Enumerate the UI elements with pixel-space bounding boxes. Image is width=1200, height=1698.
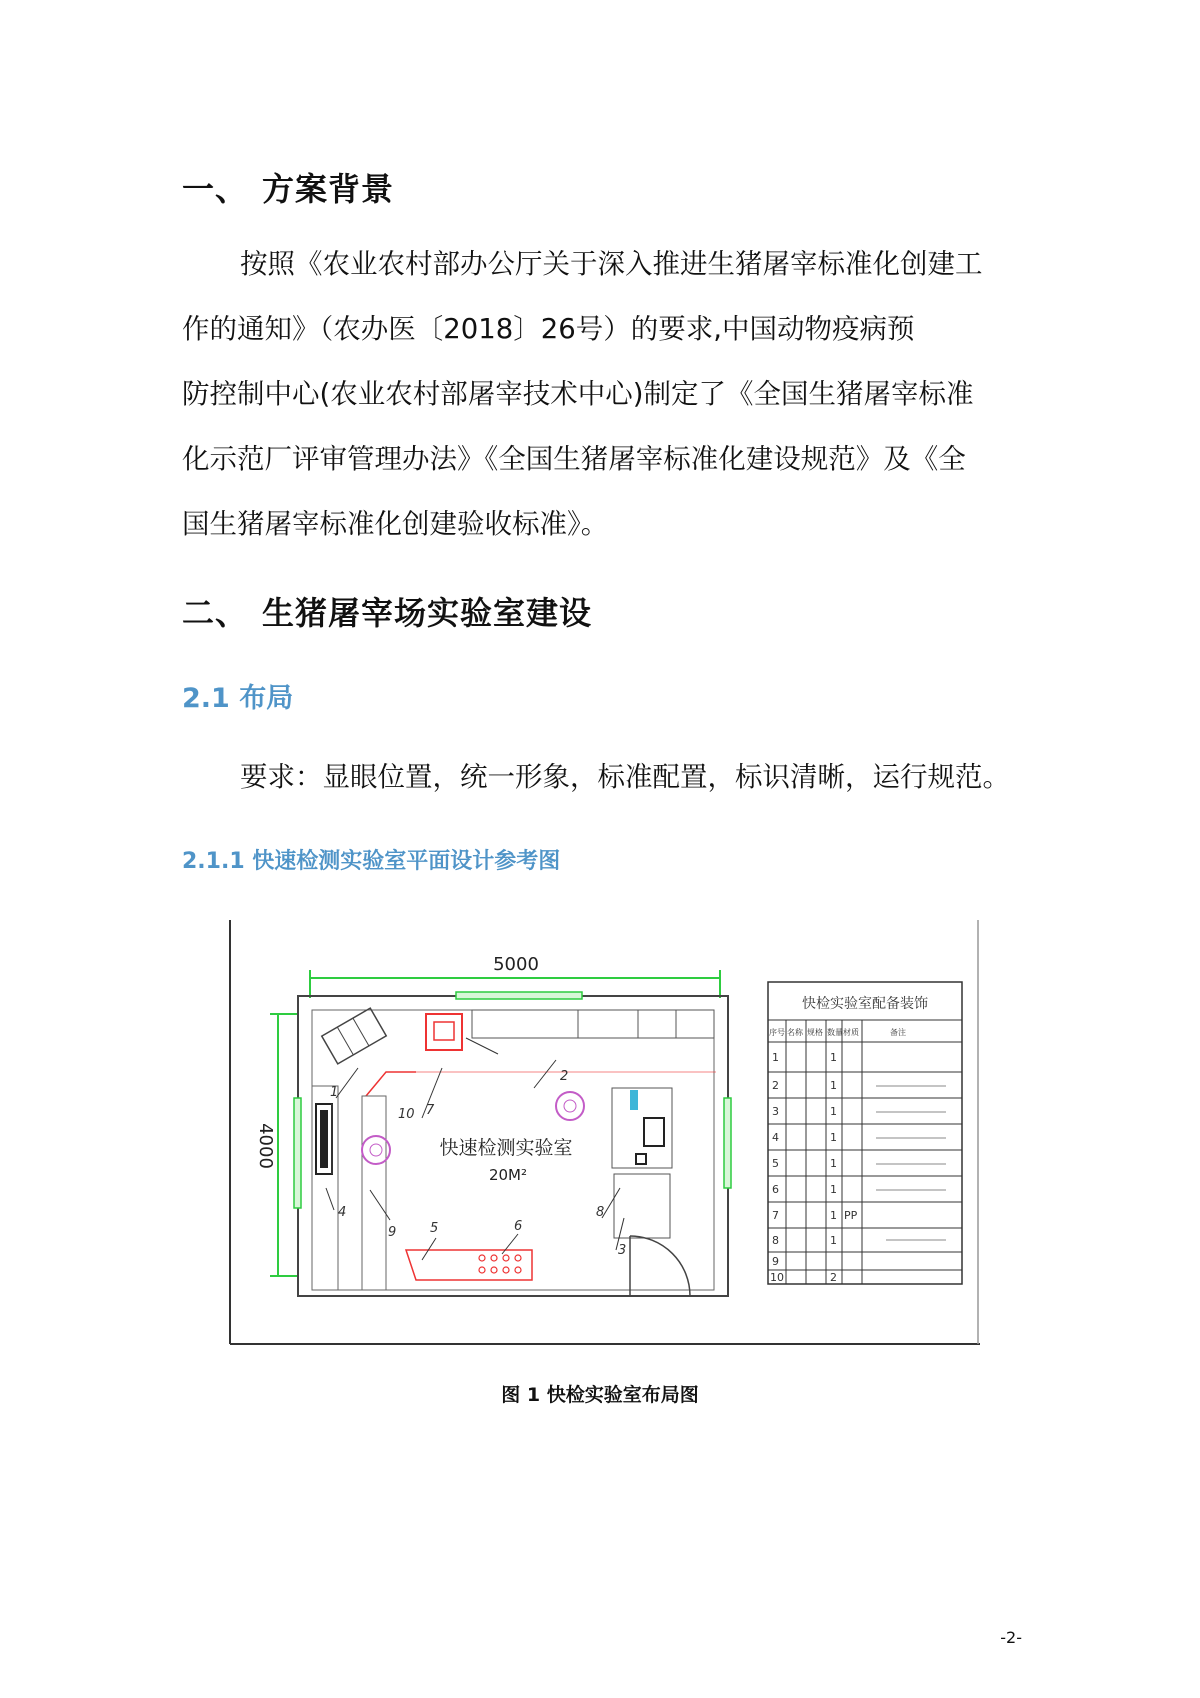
table-header-cell: 数量 [827, 1028, 843, 1037]
table-header-cell: 序号 [769, 1028, 785, 1037]
section-title: 生猪屠宰场实验室建设 [262, 594, 593, 632]
table-header-cell: 名称 [787, 1028, 803, 1037]
table-cell-no: 3 [772, 1105, 779, 1118]
section-heading-1 [182, 164, 394, 210]
table-header-cell: 备注 [890, 1028, 906, 1037]
fume-hood [426, 1014, 462, 1050]
room-label: 快速检测实验室 [439, 1137, 573, 1159]
callout-label: 6 [514, 1219, 523, 1234]
floor-plan-drawing [226, 918, 984, 1346]
top-counter [472, 1010, 714, 1038]
section-number: 二、 [182, 594, 249, 632]
table-header-cell: 规格 [807, 1028, 823, 1037]
table-cell-no: 1 [772, 1051, 779, 1064]
table-cell-qty: 1 [830, 1131, 837, 1144]
table-cell-qty: 1 [830, 1105, 837, 1118]
callout-label: 4 [338, 1205, 347, 1220]
table-cell-qty: 1 [830, 1157, 837, 1170]
table-header-row [769, 1027, 906, 1037]
dimension-height-label: 4000 [255, 1123, 276, 1169]
table-cell-no: 2 [772, 1079, 779, 1092]
table-spec-marks [876, 1086, 946, 1240]
callout-label: 5 [430, 1221, 439, 1236]
window-top [456, 992, 582, 999]
dimension-width-label: 5000 [493, 954, 539, 975]
table-cell-no: 8 [772, 1234, 779, 1247]
paragraph-line: 防控制中心(农业农村部屠宰技术中心)制定了《全国生猪屠宰标准 [182, 378, 974, 410]
callout-label: 10 [398, 1107, 415, 1122]
stool-right [556, 1092, 584, 1120]
section-heading-2 [182, 588, 592, 634]
paragraph-line: 作的通知》（农办医〔2018〕26号）的要求,中国动物疫病预 [182, 313, 915, 345]
table-cell-qty: 2 [830, 1271, 837, 1284]
right-lower-cabinet [614, 1174, 670, 1238]
callout-label: 7 [426, 1103, 435, 1118]
subsection-heading-2-1-1: 2.1.1 快速检测实验室平面设计参考图 [182, 849, 561, 874]
subsection-heading-2-1: 2.1 布局 [182, 683, 294, 714]
table-cell-qty: 1 [830, 1079, 837, 1092]
paragraph-line: 化示范厂评审管理办法》《全国生猪屠宰标准化建设规范》及《全 [182, 443, 966, 475]
bottom-bench [406, 1250, 532, 1280]
callout-label: 3 [618, 1243, 627, 1258]
paragraph-line: 要求：显眼位置，统一形象，标准配置，标识清晰，运行规范。 [240, 761, 1010, 793]
table-cell-qty: 1 [830, 1234, 837, 1247]
table-cell-qty: 1 [830, 1183, 837, 1196]
callout-label: 9 [388, 1225, 397, 1240]
table-cell-no: 4 [772, 1131, 779, 1144]
callout-label: 8 [596, 1205, 605, 1220]
section-number: 一、 [182, 170, 249, 208]
figure-caption: 图 1 快检实验室布局图 [501, 1384, 699, 1406]
floor-plan-figure [226, 918, 984, 1346]
table-cell-no: 6 [772, 1183, 779, 1196]
requirement-paragraph [182, 745, 1024, 810]
partition-line [366, 1072, 416, 1096]
room-area: 20M² [488, 1166, 528, 1184]
section-title: 方案背景 [262, 170, 395, 208]
table-cell-no: 7 [772, 1209, 779, 1222]
table-cell-no: 9 [772, 1255, 779, 1268]
table-cell-qty: 1 [830, 1051, 837, 1064]
table-title: 快检实验室配备装饰 [802, 996, 928, 1012]
background-paragraph [182, 232, 1024, 557]
center-left-bench [362, 1096, 386, 1290]
table-cell-no: 5 [772, 1157, 779, 1170]
door-swing [630, 1236, 690, 1296]
table-cell-material: PP [844, 1209, 858, 1222]
callout-label: 2 [560, 1069, 569, 1084]
equipment-box [644, 1118, 664, 1146]
table-cell-qty: 1 [830, 1209, 837, 1222]
callout-label: 1 [330, 1085, 339, 1100]
table-header-cell: 材质 [843, 1028, 859, 1037]
rotated-desk [322, 1008, 386, 1064]
eyewash-station [630, 1090, 638, 1110]
page-number: -2- [1000, 1628, 1022, 1647]
outlet-holes [479, 1255, 521, 1273]
paragraph-line: 国生猪屠宰标准化创建验收标准》。 [182, 508, 609, 540]
table-body [770, 1051, 858, 1284]
table-cell-no: 10 [770, 1271, 784, 1284]
paragraph-line: 按照《农业农村部办公厅关于深入推进生猪屠宰标准化创建工 [240, 248, 983, 280]
window-left [294, 1098, 301, 1208]
window-right [724, 1098, 731, 1188]
